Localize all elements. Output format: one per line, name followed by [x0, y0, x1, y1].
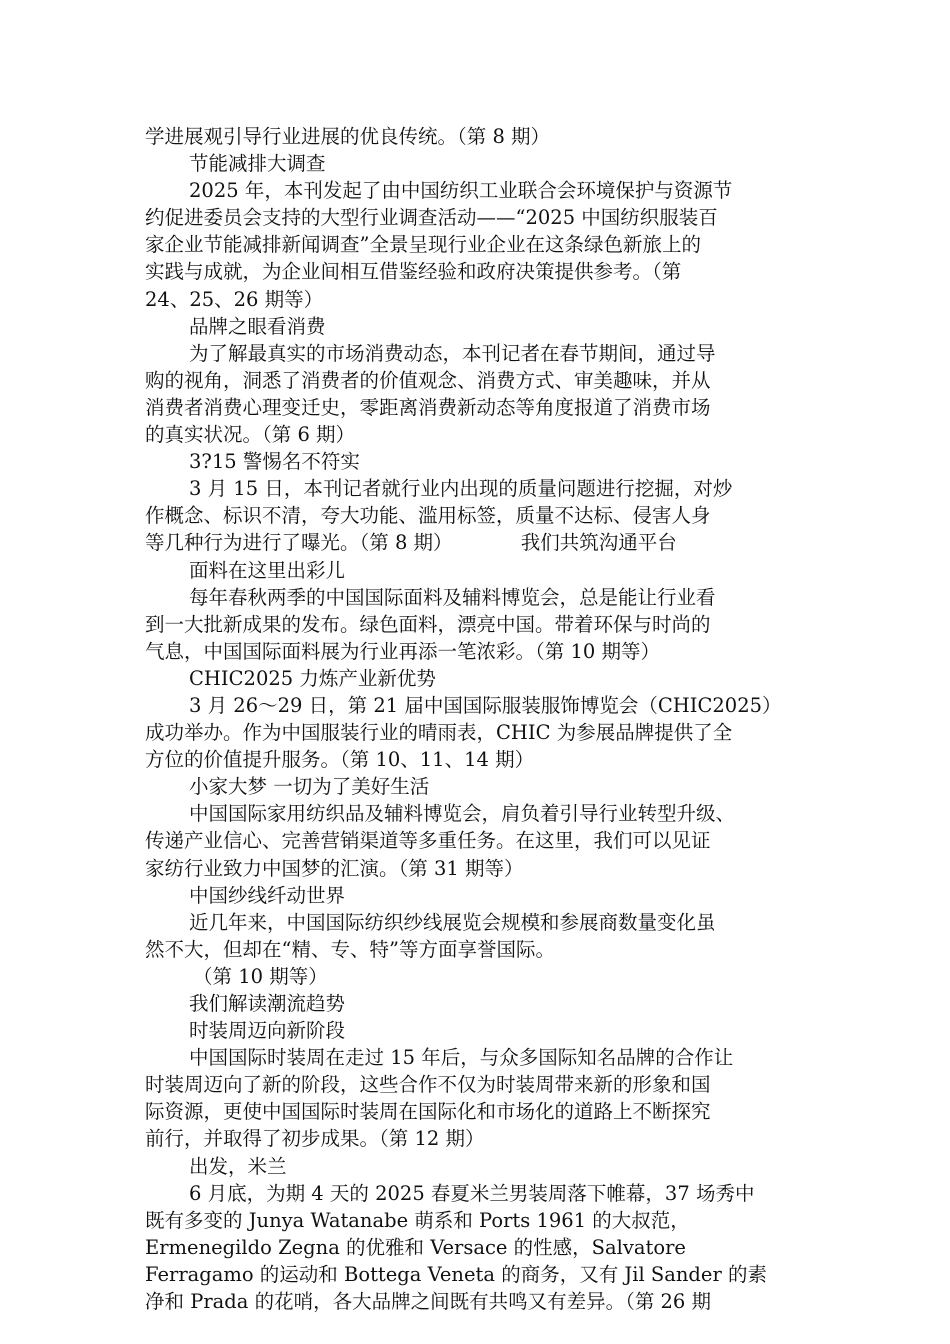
text-line: 家纺行业致力中国梦的汇演。（第 31 期等） — [145, 856, 524, 880]
text-line: 中国国际家用纺织品及辅料博览会，肩负着引导行业转型升级、 — [189, 802, 736, 826]
text-line: 每年春秋两季的中国国际面料及辅料博览会，总是能让行业看 — [189, 585, 716, 609]
text-line: 的真实状况。（第 6 期） — [145, 423, 356, 447]
text-line: 家企业节能减排新闻调查”全景呈现行业企业在这条绿色新旅上的 — [145, 233, 701, 257]
text-line: 6 月底，为期 4 天的 2025 春夏米兰男装周落下帷幕，37 场秀中 — [189, 1181, 755, 1205]
text-line: 然不大，但却在“精、专、特”等方面享誉国际。 — [145, 937, 555, 961]
document-body — [145, 123, 815, 1315]
text-line: 前行，并取得了初步成果。（第 12 期） — [145, 1127, 485, 1151]
text-line: 学进展观引导行业进展的优良传统。（第 8 期） — [145, 125, 551, 148]
text-line: 既有多变的 Junya Watanabe 萌系和 Ports 1961 的大叔范， — [145, 1208, 690, 1232]
text-line: 际资源，更使中国国际时装周在国际化和市场化的道路上不断探究 — [145, 1100, 711, 1124]
text-line: 时装周迈向了新的阶段，这些合作不仅为时装周带来新的形象和国 — [145, 1073, 711, 1097]
text-line: 小家大梦 一切为了美好生活 — [189, 775, 430, 799]
text-line: 3?15 警惕名不符实 — [189, 450, 360, 474]
text-line: 中国国际时装周在走过 15 年后，与众多国际知名品牌的合作让 — [189, 1046, 734, 1070]
text-line: 方位的价值提升服务。（第 10、11、14 期） — [145, 748, 535, 772]
text-line: 到一大批新成果的发布。绿色面料，漂亮中国。带着环保与时尚的 — [145, 612, 711, 636]
text-line: 近几年来，中国国际纺织纱线展览会规模和参展商数量变化虽 — [189, 910, 716, 934]
text-line: 传递产业信心、完善营销渠道等多重任务。在这里，我们可以见证 — [145, 829, 711, 853]
text-line: 品牌之眼看消费 — [189, 314, 326, 338]
text-line: 2025 年，本刊发起了由中国纺织工业联合会环境保护与资源节 — [189, 179, 733, 203]
text-line: Ermenegildo Zegna 的优雅和 Versace 的性感，Salvatore — [145, 1235, 686, 1259]
text-line: 约促进委员会支持的大型行业调查活动——“2025 中国纺织服装百 — [145, 206, 718, 230]
text-line: 净和 Prada 的花哨，各大品牌之间既有共鸣又有差异。（第 26 期 — [145, 1290, 712, 1314]
text-line: 为了解最真实的市场消费动态，本刊记者在春节期间，通过导 — [189, 341, 716, 365]
text-line: 时装周迈向新阶段 — [189, 1019, 346, 1043]
text-line: 等几种行为进行了曝光。（第 8 期） 我们共筑沟通平台 — [145, 531, 677, 555]
text-line: 中国纱线纤动世界 — [189, 883, 346, 907]
text-line: 购的视角，洞悉了消费者的价值观念、消费方式、审美趣味，并从 — [145, 368, 711, 392]
text-line: 成功举办。作为中国服装行业的晴雨表，CHIC 为参展品牌提供了全 — [145, 721, 733, 745]
text-line: Ferragamo 的运动和 Bottega Veneta 的商务，又有 Jil Sander 的素 — [145, 1262, 767, 1286]
text-line: 气息，中国国际面料展为行业再添一笔浓彩。（第 10 期等） — [145, 639, 660, 663]
text-line: （第 10 期等） — [193, 964, 328, 988]
text-line: 作概念、标识不清，夸大功能、滥用标签，质量不达标、侵害人身 — [145, 504, 711, 528]
text-line: 面料在这里出彩儿 — [189, 558, 346, 582]
text-line: 我们解读潮流趋势 — [189, 992, 346, 1015]
text-line: 24、25、26 期等） — [145, 287, 324, 311]
text-line: 3 月 15 日，本刊记者就行业内出现的质量问题进行挖掘，对炒 — [189, 477, 733, 501]
text-line: 实践与成就，为企业间相互借鉴经验和政府决策提供参考。（第 — [145, 260, 682, 284]
text-line: 消费者消费心理变迁史，零距离消费新动态等角度报道了消费市场 — [145, 395, 711, 419]
text-line: 出发，米兰 — [189, 1154, 287, 1178]
text-line: 3 月 26～29 日，第 21 届中国国际服装服饰博览会（CHIC2025） — [189, 693, 782, 717]
text-line: CHIC2025 力炼产业新优势 — [189, 666, 436, 690]
text-line: 节能减排大调查 — [189, 152, 326, 176]
